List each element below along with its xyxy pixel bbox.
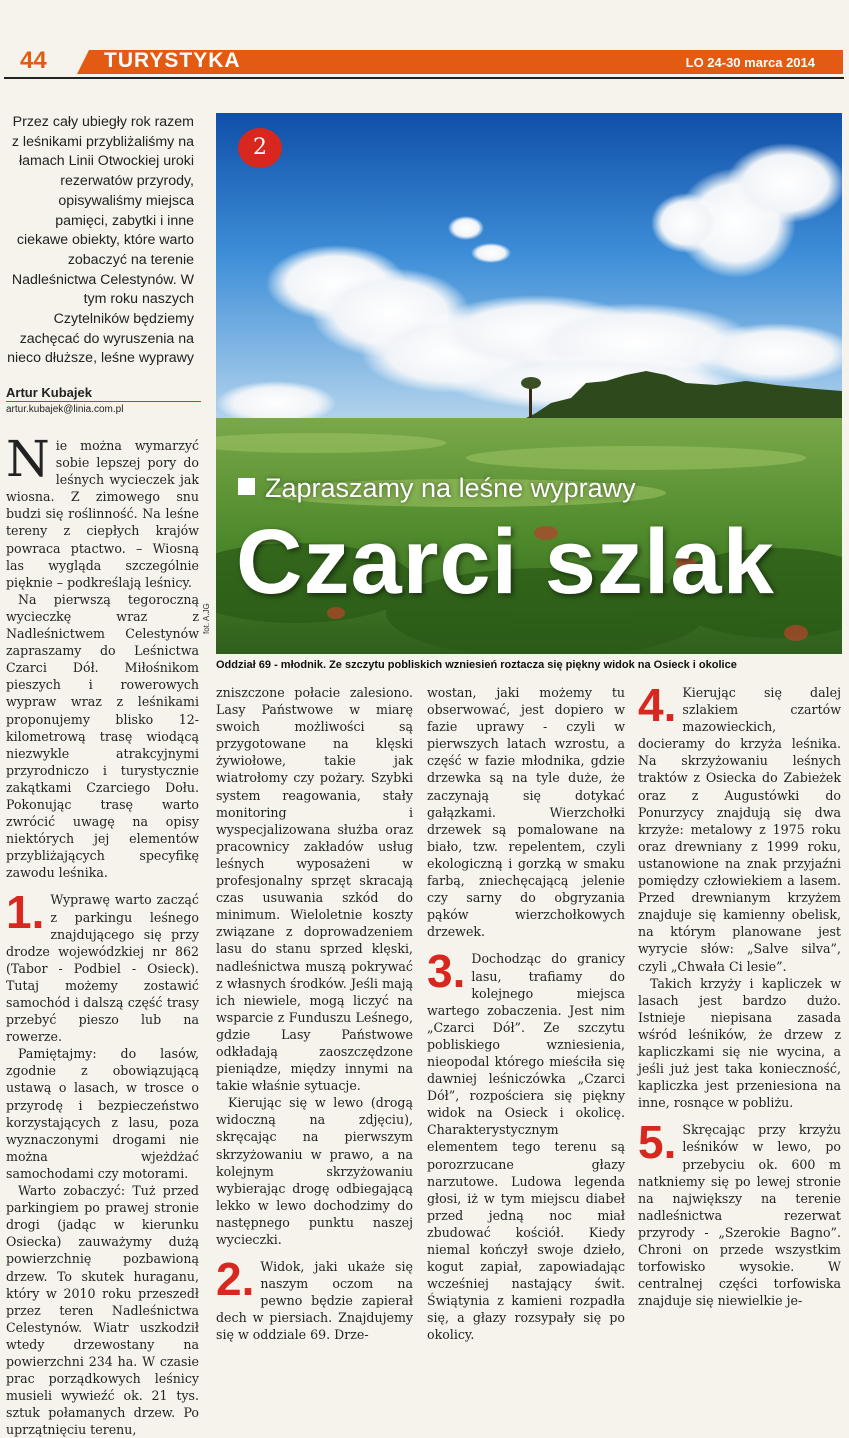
col3-paragraph-1: wostan, jaki możemy tu obserwować, jest dopiero w fazie uprawy - czyli w pierwszych latach wzrostu, a część w fazie młodnika, gdzie drzewka są na tyle duże, że zaczynają się dotykać gałązkami. Wierzchołki drzewek są pomalowane na biało, tzw. repelentem, czyli ekologiczną i gorzką w smaku farbą, zniechęcającą jelenie czy sarny do obgryzania pąków wierzchołkowych drzewek. bbox=[427, 685, 625, 940]
section-title: TURYSTYKA bbox=[104, 49, 241, 72]
col1-paragraph-4: Pamiętajmy: do lasów, zgodnie z obowiązującą ustawą o lasach, w trosce o przyrodę i bezpieczeństwo korzystających z lasu, poza wyznaczonymi drogami nie można wjeżdżać samochodami czy motorami. bbox=[6, 1046, 199, 1181]
kicker-text: Zapraszamy na leśne wyprawy bbox=[265, 473, 636, 503]
point-number-1: 1. bbox=[6, 886, 45, 939]
col4-paragraph-1: Kierując się dalej szlakiem czartów mazowieckich, docieramy do krzyża leśnika. Na skrzyżowaniu leśnych traktów z Osiecka do Zabieżek oraz z Augustówki do Ponurzycy znajdują się dwa krzyże: metalowy z 1975 roku oraz drewniany z 1999 roku, ustanowione na znak przyjaźni pomiędzy człowiekiem a lasem. Przed drewnianym krzyżem znajduje się kamienny obelisk, na którym planowane jest wyryciе słów: „Salve silva”, czyli „Chwała Ci lesie”. bbox=[638, 685, 841, 974]
article-title: Czarci szlak bbox=[236, 511, 775, 613]
photo-credit: fot. A.JG bbox=[202, 603, 211, 634]
column-1 bbox=[6, 430, 199, 1438]
col1-paragraph-3: Wyprawę warto zacząć z parkingu leśnego znajdującego się przy drodze wojewódzkiej nr 862 (Tabor - Podbiel - Osieck). Tutaj możemy zostawić samochód i dalszą część trasy przebyć pieszo lub na rowerze. bbox=[6, 892, 199, 1045]
column-3 bbox=[427, 684, 625, 1344]
col2-paragraph-2: Kierując się w lewo (drogą widoczną na zdjęciu), skręcając na pierwszym skrzyżowaniu w prawo, a na kolejnym skrzyżowaniu wybierając drogę odbiegającą lekko w lewo dochodzimy do następnego punktu naszej wycieczki. bbox=[216, 1095, 413, 1247]
drop-cap: N bbox=[6, 430, 50, 488]
author-email[interactable]: artur.kubajek@linia.com.pl bbox=[6, 404, 124, 415]
col3-paragraph-2: Dochodząc do granicy lasu, trafiamy do kolejnego miejsca wartego zobaczenia. bbox=[427, 951, 625, 1018]
column-2 bbox=[216, 684, 413, 1344]
col1-paragraph-2: Na pierwszą tegoroczną wycieczkę wraz z Nadleśnictwem Celestynów zapraszamy do Leśnictwa Czarci Dół. Miłośnikom pieszych i rowerowych wypraw wraz z leśnikami proponujemy blisko 12-kilometrową trasę wiodącą niezwykle atrakcyjnymi przyrodniczo i turystycznie zakątkami Czarciego Dołu. Pokonując trasę warto zwrócić uwagę na opisy niektórych jej elementów przybliżających specyfikę zawodu leśnika. bbox=[6, 591, 199, 881]
header-rule bbox=[4, 77, 844, 79]
author-name: Artur Kubajek bbox=[6, 385, 92, 400]
col1-paragraph-1: ie można wymarzyć sobie lepszej pory do leśnych wycieczek jak wiosna. Z zimowego snu budzi się roślinność. Na leśne tereny z ciepłych krajów powraca ptactwo. – Wiosną las wygląda szczególnie pięknie – podkreślają leśnicy. bbox=[6, 438, 199, 590]
lead-paragraph: Przez cały ubiegły rok razem z leśnikami przybliżaliśmy na łamach Linii Otwockiej uroki rezerwatów przyrody, opisywaliśmy miejsca pamięci, zabytki i inne ciekawe obiekty, które warto zobaczyć na terenie Nadleśnictwa Celestynów. W tym roku naszych Czytelników będziemy zachęcać do wyruszenia na nieco dłuższe, leśne wyprawy bbox=[7, 114, 194, 367]
author-rule bbox=[6, 401, 201, 402]
col4-paragraph-2: Takich krzyży i kapliczek w lasach jest bardzo dużo. Istnieje niepisana zasada wśród leśników, że drzew z kapliczkami się nie wycina, a jeśli już jest taka konieczność, kapliczka jest przeniesiona na inne, rosnące w pobliżu. bbox=[638, 975, 841, 1111]
col1-paragraph-5: Warto zobaczyć: Tuż przed parkingiem po prawej stronie drogi (jadąc w kierunku Osiecka) zauważymy dużą powierzchnię pozbawioną drzew. To skutek huraganu, który w 2010 roku przeszedł przez teren Nadleśnictwa Celestynów. Wiatr uszkodził wtedy drzewostany na powierzchni 234 ha. W czasie prac porządkowych leśnicy musieli wywieźć ok. 21 tys. sztuk połamanych drzew. Po uprzątnięciu terenu, bbox=[6, 1183, 199, 1438]
page-number: 44 bbox=[20, 47, 47, 74]
photo-number-badge: 2 bbox=[238, 128, 282, 168]
point-number-3: 3. bbox=[427, 945, 466, 998]
photo-caption: Oddział 69 - młodnik. Ze szczytu pobliskich wzniesień roztacza się piękny widok na Osieck i okolice bbox=[216, 659, 737, 671]
col2-paragraph-1: zniszczone połacie zalesiono. Lasy Państwowe w miarę swoich możliwości są przygotowane na klęski żywiołowe, takie jak wiatrołomy czy pożary. Szybki system reagowania, stały monitoring i wyspecjalizowana służba oraz pracownicy zakładów usług leśnych wyposażeni w profesjonalny sprzęt skracają czas usuwania szkód do minimum. Wieloletnie koszty związane z doprowadzeniem lasu do stanu sprzed klęski, nadleśnictwa muszą pokrywać z własnych środków. Jeśli mają ich niewiele, mogą liczyć na wsparcie z Funduszu Leśnego, gdzie Lasy Państwowe odkładają zaoszczędzone pieniądze, między innymi na takie właśnie sytuacje. bbox=[216, 685, 413, 1094]
point-number-5: 5. bbox=[638, 1116, 677, 1169]
col3-paragraph-3: Jest nim „Czarci Dół”. Ze szczytu pobliskiego wzniesienia, nieopodal którego mieściła się dawniej leśniczówka „Czarci Dół”, rozpościera się piękny widok na Osieck i okolicę. Charakterystycznym elementem tego terenu są porozrzucane głazy narzutowe. Ludowa legenda głosi, iż w tym miejscu diabeł przed jedną noc miał zbudować kościół. Kiedy niemal kończył swoje dzieło, kogut zapiał, zapowiadając wcześniej nastający świt. Świątynia z kamieni rozpadła się, a głazy rozsypały się po okolicy. bbox=[427, 1002, 625, 1343]
kicker-square-icon bbox=[238, 478, 255, 495]
article-kicker bbox=[238, 473, 636, 504]
col2-paragraph-3: Widok, jaki ukaże się naszym oczom na pewno będzie zapierał dech w piersiach. Znajdujemy się w oddziale 69. Drze- bbox=[216, 1259, 413, 1343]
column-4 bbox=[638, 679, 841, 1309]
point-number-2: 2. bbox=[216, 1253, 255, 1306]
col4-paragraph-3: Skręcając przy krzyżu leśników w lewo, po przebyciu ok. 600 m natkniemy się po lewej stronie na największy na terenie nadleśnictwa rezerwat przyrody - „Szerokie Bagno”. Chroni on przede wszystkim torfowisko wysokie. W centralnej części torfowiska znajduje się niewielkie je- bbox=[638, 1122, 841, 1309]
point-number-4: 4. bbox=[638, 679, 677, 731]
issue-date: LO 24-30 marca 2014 bbox=[685, 55, 815, 70]
